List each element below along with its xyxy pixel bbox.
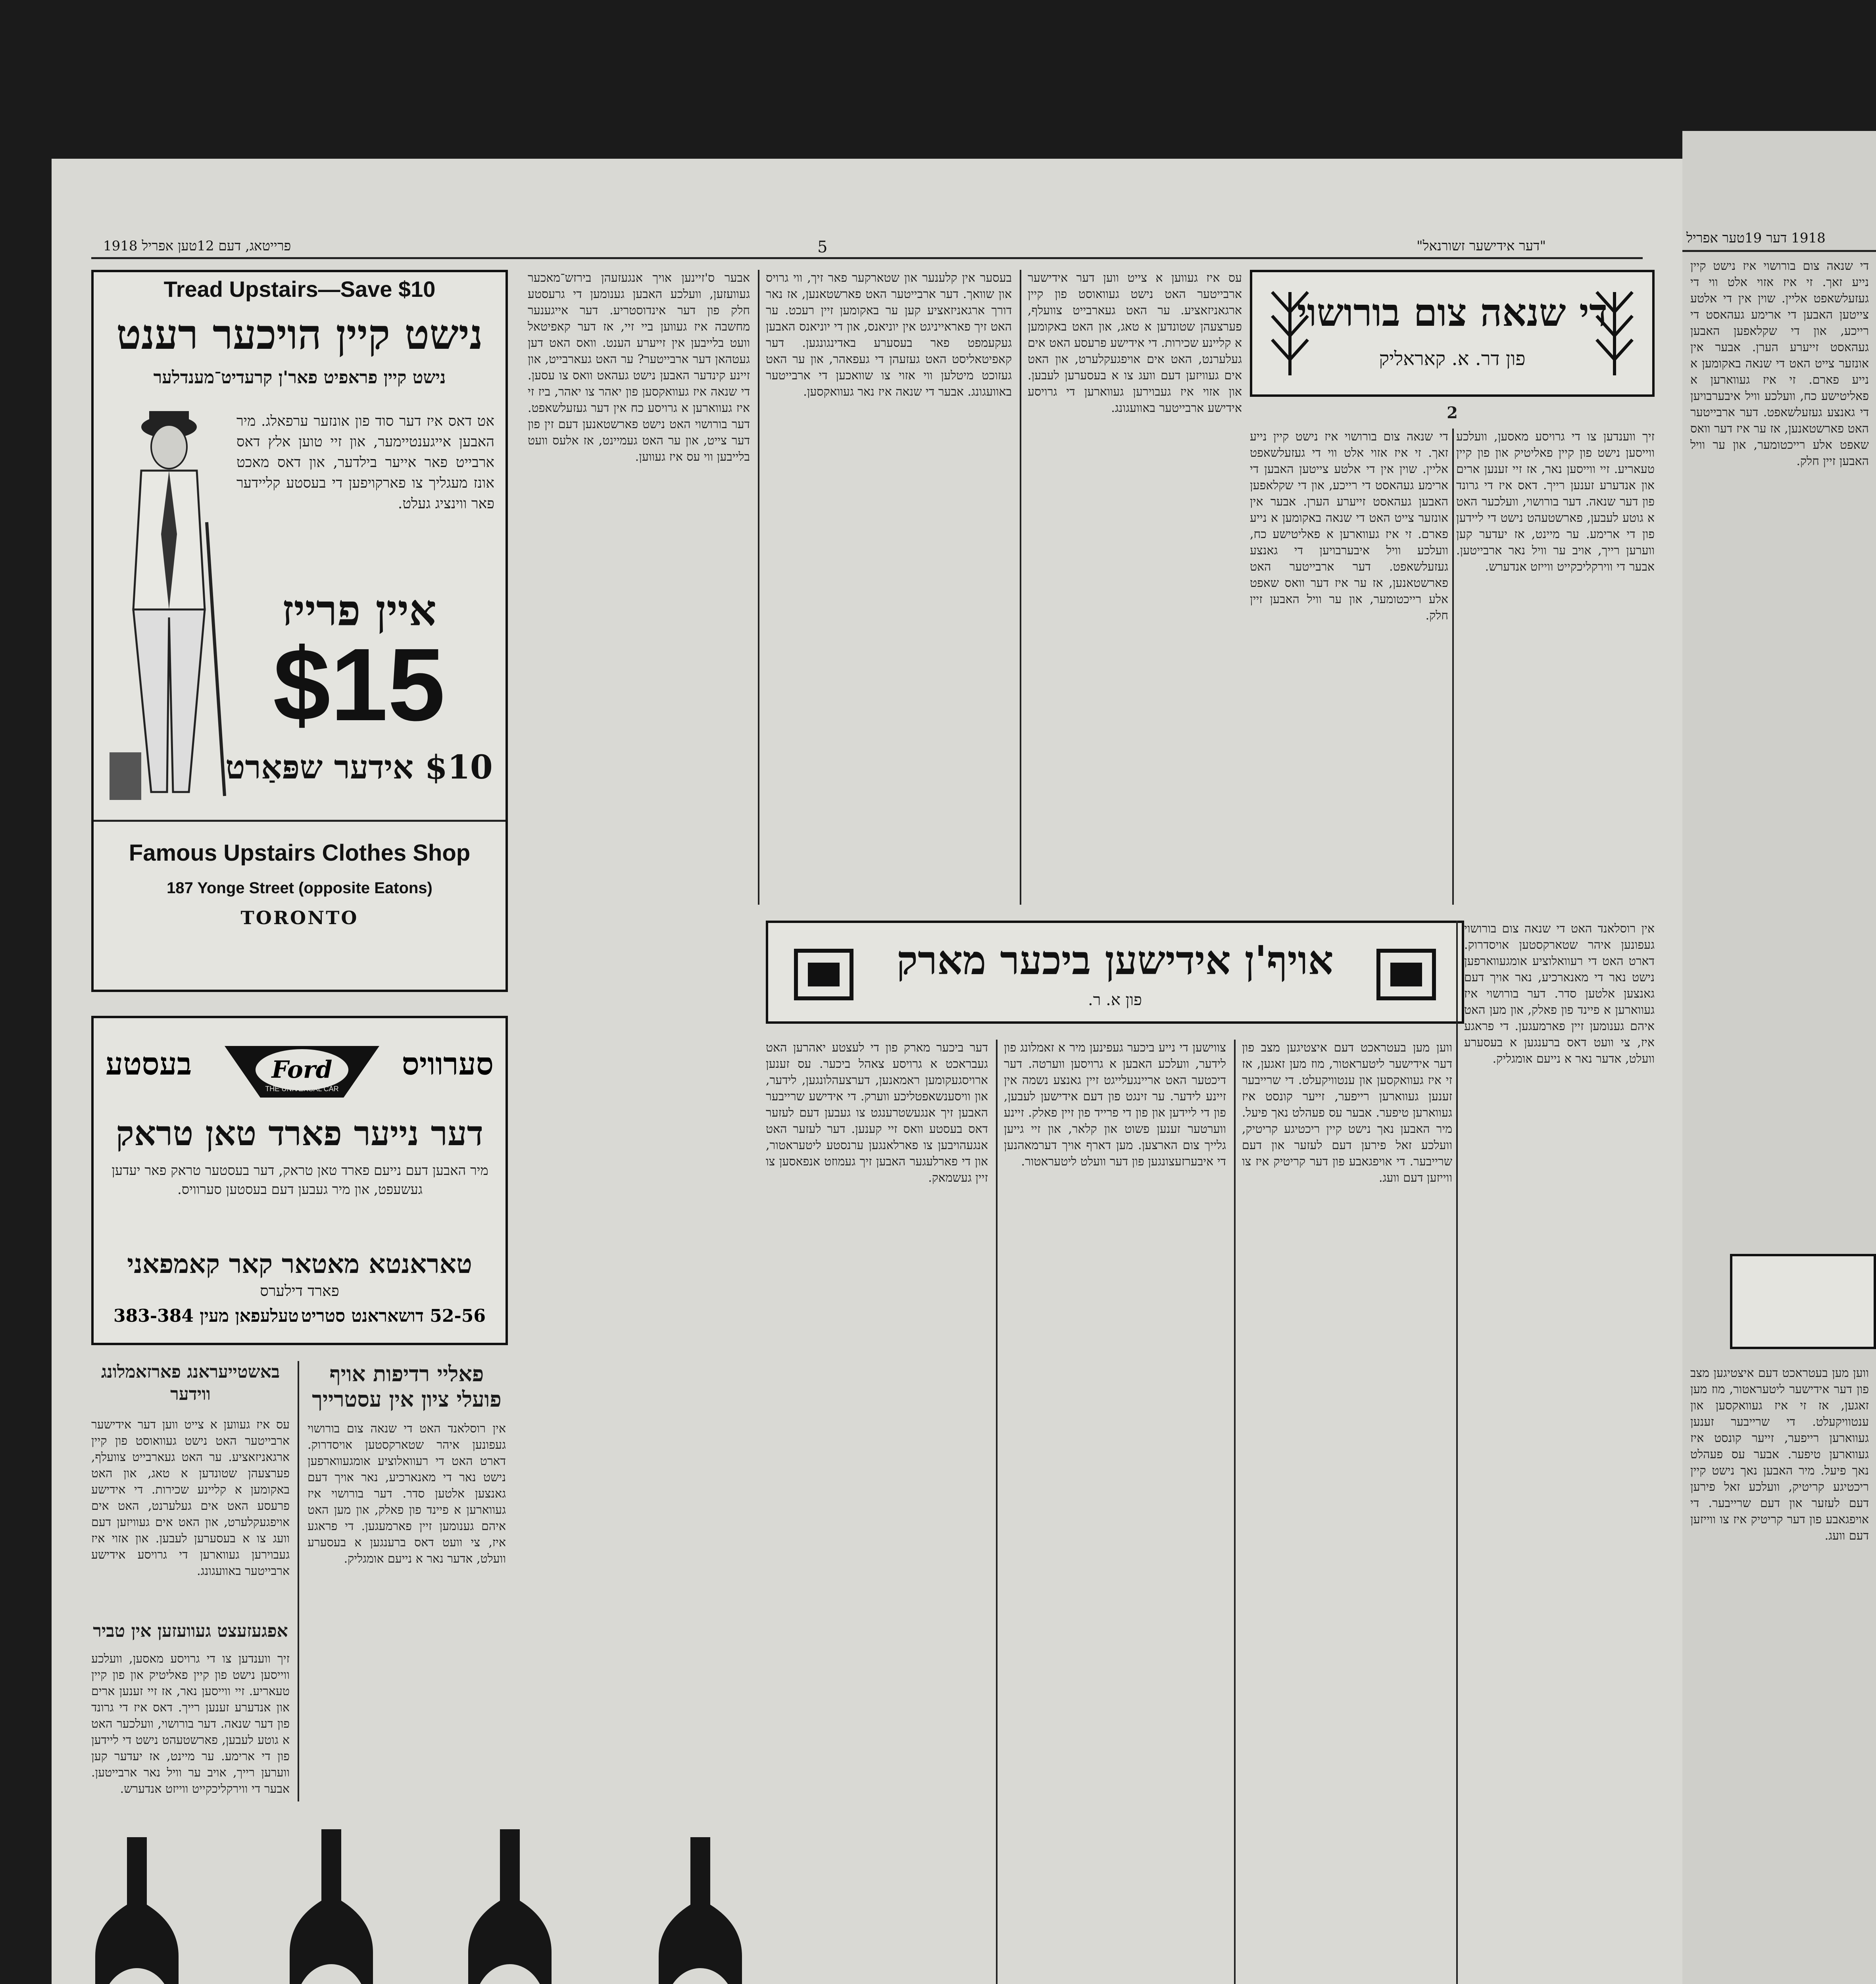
column-divider-1 — [758, 270, 759, 905]
ad-clothes-divider — [94, 820, 508, 822]
column-3: עס איז געווען א צייט ווען דער אידישער ארבייטער האט נישט געוואוסט פון קיין ארגאניזאציע. ער האט געארבייט צוועלף, פערצעהן שטונדען א טאג, און האט באקומען א קליינע שכירות. די אידישע פרעסע האט אים געלערנט, האט אים אויפגעקלערט, און האט אים געוויזען דעם וועג צו א בעסערען לעבען. און אזוי איז געבוירען געווארען די גרויסע אידישע ארבייטער באוועגונג. — [1028, 271, 1242, 415]
man-in-suit-icon — [110, 403, 229, 808]
column-4: דער ביכער מארק פון די לעצטע יאהרען האט געבראכט א גרויסע צאהל ביכער. עס זענען ארויסגעקומען ראמאנען, דערצעהלונגען, לידער, און וויסענשאפטליכע ווערק. די אידישע שרייבער האבען זיך אנגעשטרענגט צו געבען דעם לעזער דאס בעסטע וואס זיי קענען. דער לעזער האט אנגעהויבען צו פארלאנגען ערנסטע ליטעראטור, און די פארלעגער האבען זיך געמוזט אנפאסען צו זיין געשמאק. — [766, 1041, 988, 1185]
ad-ford-address: 52-56 דושאראנט סטריט — [301, 1306, 486, 1326]
article2-author: פון א. ר. — [1088, 991, 1142, 1009]
adjacent-page-edge — [1682, 131, 1876, 1984]
news-b-title: פאליי רדיפות אויף פועלי ציון אין עסטרייך — [312, 1361, 502, 1412]
column-divider-2 — [1020, 270, 1021, 905]
adjacent-page-date: 1918 דער 19טער אפריל — [1686, 230, 1826, 246]
news-a-body: עס איז געווען א צייט ווען דער אידישער ארבייטער האט נישט געוואוסט פון קיין ארגאניזאציע. ער האט געארבייט צוועלף, פערצעהן שטונדען א טאג, און האט באקומען א קליינע שכירות. די אידישע פרעסע האט אים געלערנט, האט אים אויפגעקלערט, און האט אים געוויזען דעם וועג צו א בעסערען לעבען. און אזוי איז געבוירען געווארען די גרויסע אידישע ארבייטער באוועגונג. — [91, 1418, 290, 1578]
ad-ford-left-word: בעסטע — [106, 1046, 192, 1082]
ad-clothes-price-label: איין פרייז — [282, 586, 436, 636]
article1-section-number: 2 — [1447, 405, 1458, 422]
ad-clothes-headline: נישט קיין הויכער רענט — [116, 310, 483, 359]
beer-bottles-icon — [91, 1805, 758, 1984]
column-1: אבער ס'זיינען אויך אנגעזעהן בירזש־מאכער געוועזען, וועלכע האבען גענומען די גרעסטע חלק פון דער אינדוסטריע. דער אייגענער מחשבה איז געווען ביי זיי, אז דער קאפיטאל וועט בלייבען אין זייערע הענט. וואס האט דען געטהאן דער ארבייטער? ער האט געארבייט, און זיינע קינדער האבען נישט געהאט וואס צו עסען. די שנאה איז געוואקסען פון יאהר צו יאהר, ביז זי איז געווארען א גרויסע כח אין דער געזעלשאפט. דער בורושוי האט נישט פארשטאנען דעם זין פון דער צייט, און ער האט געמיינט, אז אלעס וועט בלייבען ווי עס איז געווען. — [528, 271, 750, 464]
ad-ford-company: טאראנטא מאטאר קאר קאמפאני — [127, 1248, 472, 1279]
article1-column-right: די שנאה צום בורושוי איז נישט קיין נייע זאך. זי איז אזוי אלט ווי די געזעלשאפט אליין. שוין אין די אלטע צייטען האבען די ארימע געהאסט די רייכע, און די שקלאפען האבען געהאסט זייערע הערן. אבער אין אונזער צייט האט די שנאה באקומען א נייע פארם. זי איז געווארען א פאליטישע כח, וועלכע וויל איבערבויען די גאנצע געזעלשאפט. דער ארבייטער האט פארשטאנען, אז ער איז דער וואס שאפט אלע רייכטומער, און ער וויל האבען זיין חלק. — [1250, 430, 1448, 623]
ad-clothes-tagline: Tread Upstairs—Save $10 — [163, 277, 436, 302]
ad-ford-body: מיר האבען דעם נייעם פארד טאן טראק, דער בעסטער טראק פאר יעדען געשעפט, און מיר געבען דעם בעסטען סערוויס. — [111, 1163, 488, 1198]
column-2: בעסער אין קלענער און שטארקער פאר זיך, ווי גרויס און שוואך. דער ארבייטער האט פארשטאנען, אז נאר דורך ארגאניזאציע קען ער באקומען זיין רעכט. ער האט זיך פאראייניגט אין יוניאנס, און די יוניאנס האבען געקעמפט פאר בעסערע באדינגונגען. דער קאפיטאליסט האט געזעהן די געפאהר, און ער האט געזוכט מיטלען ווי אזוי צו שוואכען די ארבייטער באוועגונג. אבער די שנאה איז נאר געוואקסען. — [766, 271, 1012, 399]
column-divider-4 — [996, 1040, 998, 1984]
article1-column-left: זיך ווענדען צו די גרויסע מאסען, וועלכע ווייסען נישט פון קיין פאליטיק און פון קיין טעאריע. זיי ווייסען נאר, אז זיי זענען ארים און אנדערע זענען רייך. דאס איז די גרונד פון דער שנאה. דער בורושוי, וועלכער האט א גוטע לעבען, פארשטעהט נישט די ליידען פון די ארימע. ער מיינט, אז יעדער קען ווערען רייך, אויב ער וויל נאר ארבייטען. אבער די ווירקליכקייט ווייזט אנדערש. — [1456, 430, 1655, 574]
news-a-title: באשטייעראנג פארזאמלונג ווידער — [101, 1362, 280, 1404]
ad-clothes-city: TORONTO — [240, 907, 359, 929]
ad-clothes-price: $15 — [273, 627, 445, 742]
newspaper-page — [52, 159, 1682, 1984]
ad-clothes-subhead: נישט קיין פראפיט פאר'ן קרעדיט־מענדלער — [153, 367, 446, 388]
header-date: פרייטאג, דעם 12טען אפריל 1918 — [103, 238, 291, 254]
news-b-body: אין רוסלאנד האט די שנאה צום בורושוי געפונען איהר שטארקסטען אויסדרוק. דארט האט די רעוואלוציע אומגעווארפען נישט נאר די מאנארכיע, נאר אויך דעם גאנצען אלטען סדר. דער בורושוי איז געווארען א פיינד פון פאלק, און מען האט איהם גענומען זיין פארמעגען. די פראגע איז, צי וועט דאס ברענגען א בעסערע וועלט, אדער נאר א נייעם אומגליק. — [308, 1422, 506, 1566]
ad-ford-truck — [91, 1016, 508, 1345]
news-c-body: זיך ווענדען צו די גרויסע מאסען, וועלכע ווייסען נישט פון קיין פאליטיק און פון קיין טעאריע. זיי ווייסען נאר, אז זיי זענען ארים און אנדערע זענען רייך. דאס איז די גרונד פון דער שנאה. דער בורושוי, וועלכער האט א גוטע לעבען, פארשטעהט נישט די ליידען פון די ארימע. ער מיינט, אז יעדער קען ווערען רייך, אויב ער וויל נאר ארבייטען. אבער די ווירקליכקייט ווייזט אנדערש. — [91, 1652, 290, 1796]
ad-clothes-body: אט דאס איז דער סוד פון אונזער ערפאלג. מיר האבען אייגענטיימער, און זיי טוען אלץ דאס ארבייט פאר אייער בילדער, און דאס מאכט אונז מעגליך צו פארקויפען די בעסטע קליידער פאר ווינציג געלט. — [236, 413, 494, 512]
ad-okeefe — [91, 1805, 758, 1984]
small-news-divider — [298, 1361, 299, 1801]
small-news-area — [91, 1361, 508, 1801]
column-divider-5 — [1234, 1040, 1236, 1984]
article1-author: פון דר. א. קאראליק — [1379, 348, 1526, 370]
ad-ford-right-word: סערוויס — [402, 1046, 494, 1082]
column-7: אין רוסלאנד האט די שנאה צום בורושוי געפונען איהר שטארקסטען אויסדרוק. דארט האט די רעוואלוציע אומגעווארפען נישט נאר די מאנארכיע, נאר אויך דעם גאנצען אלטען סדר. דער בורושוי איז געווארען א פיינד פון פאלק, און מען האט איהם גענומען זיין פארמעגען. די פראגע איז, צי וועט דאס ברענגען א בעסערע וועלט, אדער נאר א נייעם אומגליק. — [1464, 922, 1655, 1066]
ad-ford-company-sub: פארד דילערס — [260, 1282, 339, 1300]
header-newspaper-name: "דער אידישער זשורנאל" — [1417, 238, 1546, 254]
adjacent-box — [1730, 1254, 1876, 1349]
column-5: צווישען די נייע ביכער געפינען מיר א זאמלונג פון לידער, וועלכע האבען א גרויסען ווערטה. דער דיכטער האט אריינגעלייגט זיין גאנצע נשמה אין זיינע לידער. ער זינגט פון דעם אידישען לעבען, פון די ליידען און פון די פרייד פון זיין פאלק. זיינע ווערטער זענען פשוט און קלאר, און זיי גייען גלייך צום הארצען. מען דארף אויך דערמאהנען די איבערזעצונגען פון דער וועלט ליטעראטור. — [1004, 1041, 1226, 1169]
column-6: ווען מען בעטראכט דעם איצטיגען מצב פון דער אידישער ליטעראטור, מוז מען זאגען, אז זי איז געוואקסען און ענטוויקעלט. די שרייבער זענען געווארען רייפער, זייער קונסט איז געווארען טיפער. אבער עס פעהלט נאך פיעל. מיר האבען נאך נישט קיין ריכטיגע קריטיק, וועלכע זאל פירען דעם לעזער און דעם שרייבער. די אויפגאבע פון דער קריטיק איז צו ווייזען דעם וועג. — [1242, 1041, 1452, 1185]
ad-clothes-address: 187 Yonge Street (opposite Eatons) — [167, 879, 432, 897]
adjacent-header-rule — [1682, 250, 1876, 252]
ad-ford-logo-sub: THE UNIVERSAL CAR — [265, 1085, 339, 1093]
ad-ford-phone: טעלעפאן מעין 383-384 — [113, 1306, 299, 1326]
adjacent-column-top: די שנאה צום בורושוי איז נישט קיין נייע זאך. זי איז אזוי אלט ווי די געזעלשאפט אליין. שוין אין די אלטע צייטען האבען די ארימע געהאסט די רייכע, און די שקלאפען האבען געהאסט זייערע הערן. אבער אין אונזער צייט האט די שנאה באקומען א נייע פארם. זי איז געווארען א פאליטישע כח, וועלכע וויל איבערבויען די גאנצע געזעלשאפט. דער ארבייטער האט פארשטאנען, אז ער איז דער וואס שאפט אלע רייכטומער, און ער וויל האבען זיין חלק. — [1690, 259, 1869, 468]
article1-divider — [1452, 429, 1454, 905]
column-divider-6 — [1456, 921, 1458, 1984]
header-rule — [91, 257, 1643, 259]
ad-clothes-shop-name: Famous Upstairs Clothes Shop — [129, 840, 471, 866]
header-page-number: 5 — [817, 238, 828, 256]
news-c-title: אפגעזעצט געוועזען אין טביר — [93, 1623, 288, 1641]
article2-title: אויף'ן אידישען ביכער מארק — [896, 937, 1334, 984]
adjacent-column-bottom: ווען מען בעטראכט דעם איצטיגען מצב פון דער אידישער ליטעראטור, מוז מען זאגען, אז זי איז געוואקסען און ענטוויקעלט. די שרייבער זענען געווארען רייפער, זייער קונסט איז געווארען טיפער. אבער עס פעהלט נאך פיעל. מיר האבען נאך נישט קיין ריכטיגע קריטיק, וועלכע זאל פירען דעם לעזער און דעם שרייבער. די אויפגאבע פון דער קריטיק איז צו ווייזען דעם וועג. — [1690, 1366, 1869, 1543]
article1-heading — [1250, 270, 1655, 397]
ad-famous-clothes — [91, 270, 508, 992]
article1-title: די שנאה צום בורושוי — [1297, 290, 1608, 335]
ad-clothes-saving: $10 אידער שפּאַרט — [225, 748, 493, 786]
article2-heading — [766, 921, 1464, 1024]
ad-ford-title: דער נייער פארד טאן טראק — [115, 1113, 484, 1153]
ad-ford-logo-text: Ford — [271, 1056, 333, 1084]
